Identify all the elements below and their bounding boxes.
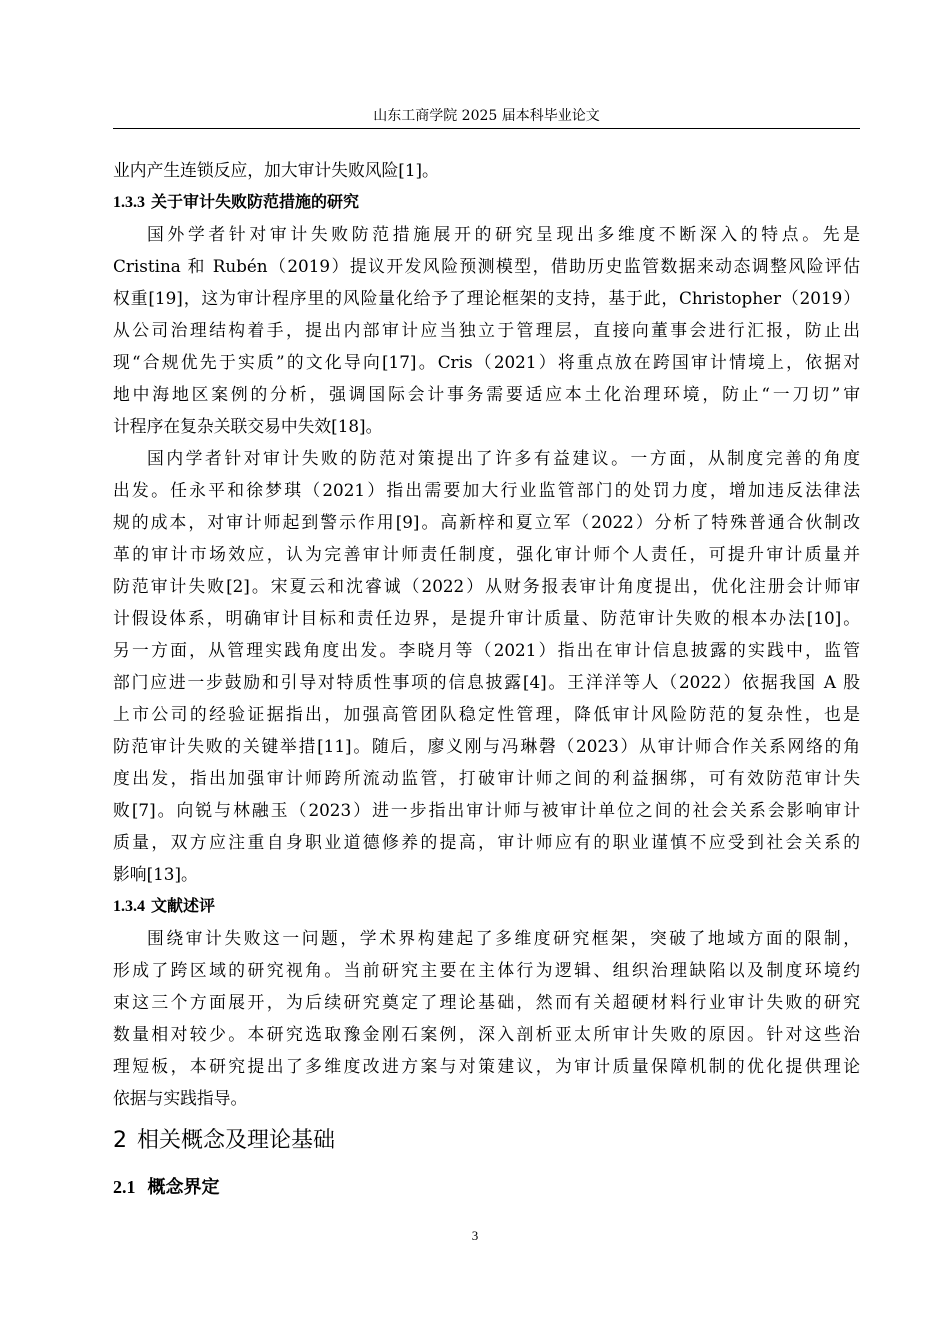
section-number: 1.3.4 <box>113 898 145 915</box>
text-line: 影响[13]。 <box>113 864 198 884</box>
text-line: 规的成本，对审计师起到警示作用[9]。高新梓和夏立军（2022）分析了特殊普通合伙制改 <box>113 512 860 532</box>
page-number: 3 <box>471 1228 479 1243</box>
text-line: 度出发，指出加强审计师跨所流动监管，打破审计师之间的利益捆绑，可有效防范审计失 <box>113 768 860 788</box>
text-line: 计假设体系，明确审计目标和责任边界，是提升审计质量、防范审计失败的根本办法[10]。 <box>113 608 860 628</box>
text-line: 依据与实践指导。 <box>113 1088 248 1108</box>
section-title: 文献述评 <box>151 896 216 915</box>
text-line: 从公司治理结构着手，提出内部审计应当独立于管理层，直接向董事会进行汇报，防止出 <box>113 320 860 340</box>
text-line: 国外学者针对审计失败防范措施展开的研究呈现出多维度不断深入的特点。先是 <box>147 224 860 244</box>
text-line: 败[7]。向锐与林融玉（2023）进一步指出审计师与被审计单位之间的社会关系会影响审计 <box>113 800 860 820</box>
section-title: 概念界定 <box>147 1177 220 1198</box>
section-heading-1-3-4 <box>113 890 860 922</box>
text-line: 权重[19]，这为审计程序里的风险量化给予了理论框架的支持，基于此，Christopher（2019） <box>113 288 860 308</box>
section-heading-1-3-3 <box>113 186 860 218</box>
chapter-heading-2 <box>113 1114 860 1164</box>
text-line: 出发。任永平和徐梦琪（2021）指出需要加大行业监管部门的处罚力度，增加违反法律法 <box>113 480 860 500</box>
header-rule <box>113 128 860 129</box>
page-body <box>113 154 860 1204</box>
text-line: 地中海地区案例的分析，强调国际会计事务需要适应本土化治理环境，防止“一刀切”审 <box>113 384 860 404</box>
section-title: 关于审计失败防范措施的研究 <box>151 192 360 211</box>
chapter-title: 相关概念及理论基础 <box>137 1128 336 1153</box>
text-line: 围绕审计失败这一问题，学术界构建起了多维度研究框架，突破了地域方面的限制， <box>147 928 860 948</box>
text-line: 数量相对较少。本研究选取豫金刚石案例，深入剖析亚太所审计失败的原因。针对这些治 <box>113 1024 860 1044</box>
chapter-number: 2 <box>113 1128 127 1153</box>
section-number: 2.1 <box>113 1177 136 1197</box>
text-line: 上市公司的经验证据指出，加强高管团队稳定性管理，降低审计风险防范的复杂性，也是 <box>113 704 860 724</box>
text-line: 防范审计失败[2]。宋夏云和沈睿诚（2022）从财务报表审计角度提出，优化注册会计师审 <box>113 576 860 596</box>
text-line: 形成了跨区域的研究视角。当前研究主要在主体行为逻辑、组织治理缺陷以及制度环境约 <box>113 960 860 980</box>
text-line: 另一方面，从管理实践角度出发。李晓月等（2021）指出在审计信息披露的实践中，监管 <box>113 640 860 660</box>
text-line: Cristina 和 Rubén（2019）提议开发风险预测模型，借助历史监管数据来动态调整风险评估 <box>113 256 860 276</box>
text-line: 业内产生连锁反应，加大审计失败风险[1]。 <box>113 160 439 180</box>
text-line: 理短板，本研究提出了多维度改进方案与对策建议，为审计质量保障机制的优化提供理论 <box>113 1056 860 1076</box>
text-line: 计程序在复杂关联交易中失效[18]。 <box>113 416 383 436</box>
text-line: 国内学者针对审计失败的防范对策提出了许多有益建议。一方面，从制度完善的角度 <box>147 448 860 468</box>
text-line: 部门应进一步鼓励和引导对特质性事项的信息披露[4]。王洋洋等人（2022）依据我国 A 股 <box>113 672 860 692</box>
section-number: 1.3.3 <box>113 194 145 211</box>
text-line: 束这三个方面展开，为后续研究奠定了理论基础，然而有关超硬材料行业审计失败的研究 <box>113 992 860 1012</box>
text-line: 防范审计失败的关键举措[11]。随后，廖义刚与冯琳磬（2023）从审计师合作关系网络的角 <box>113 736 860 756</box>
text-line: 现“合规优先于实质”的文化导向[17]。Cris（2021）将重点放在跨国审计情境上，依据对 <box>113 352 860 372</box>
text-line: 革的审计市场效应，认为完善审计师责任制度，强化审计师个人责任，可提升审计质量并 <box>113 544 860 564</box>
section-heading-2-1 <box>113 1164 860 1204</box>
text-line: 质量，双方应注重自身职业道德修养的提高，审计师应有的职业谨慎不应受到社会关系的 <box>113 832 860 852</box>
page-header: 山东工商学院 2025 届本科毕业论文 <box>373 108 600 124</box>
